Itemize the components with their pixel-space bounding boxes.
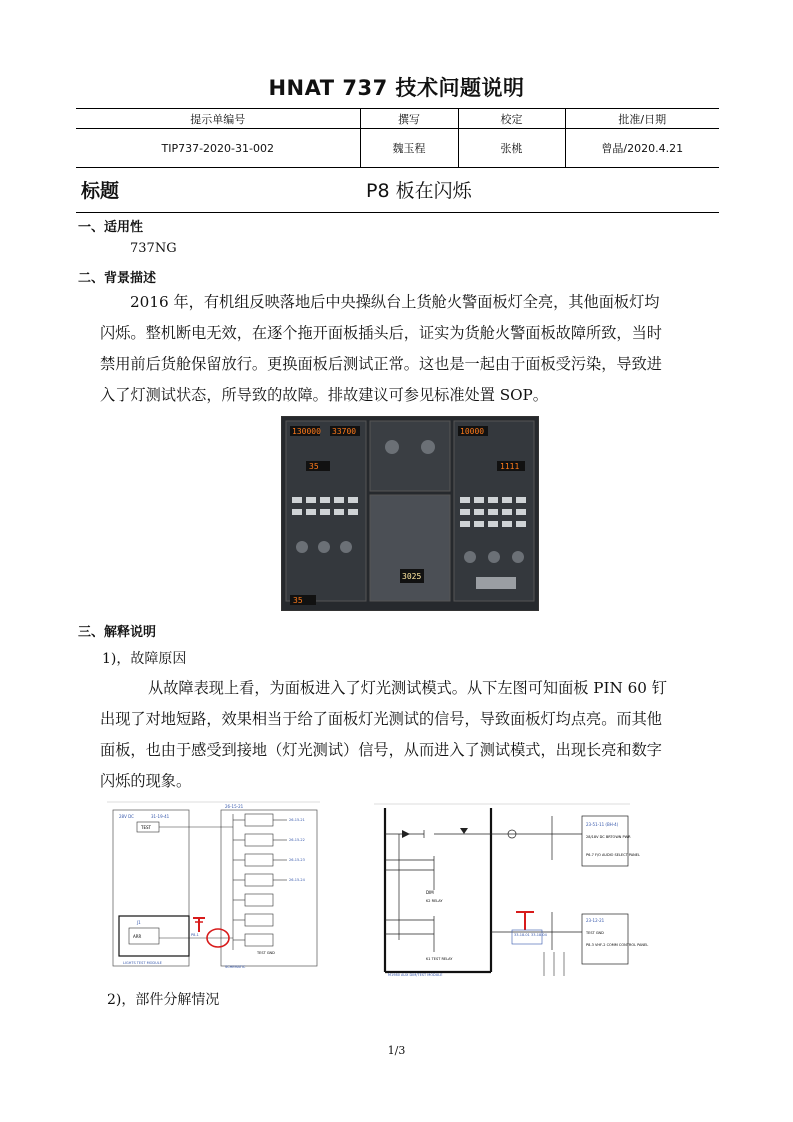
meta-value-reviewer: 张桃 [458,129,565,168]
left-diagram-label-6: ARR [133,934,142,939]
right-diagram-label-5: TEST GND [586,931,604,935]
photo-display-7: 3025 [402,572,422,581]
meta-header-approval: 批准/日期 [565,109,719,129]
background-line-3: 禁用前后货舱保留放行。更换面板后测试正常。这也是一起由于面板受污染，导致进 [100,355,662,373]
right-diagram-label-1: 23-51-11 (BH-4) [586,822,619,827]
right-diagram-label-2: 28/18V DC BRTOWN PWR [586,835,631,839]
fault-cause-heading: 1)，故障原因 [102,651,187,667]
svg-text:26-15-23: 26-15-23 [289,858,305,862]
explanation-paragraph [100,673,720,797]
svg-text:26-15-22: 26-15-22 [289,838,305,842]
meta-value-tip-no: TIP737-2020-31-002 [76,129,360,168]
explanation-line-4: 闪烁的现象。 [100,772,192,790]
cockpit-panel-photo [281,416,539,611]
subject-label: 标题 [81,180,120,202]
parts-breakdown-heading: 2)，部件分解情况 [107,992,220,1008]
svg-text:26-15-21: 26-15-21 [289,818,305,822]
photo-display-3: 10000 [460,427,485,436]
background-line-2: 闪烁。整机断电无效，在逐个拖开面板插头后，证实为货舱火警面板故障所致，当时 [100,324,662,342]
explanation-line-1: 从故障表现上看，为面板进入了灯光测试模式。从下左图可知面板 PIN 60 钉 [148,679,667,697]
meta-header-tip-no: 提示单编号 [76,109,360,129]
photo-display-4: 35 [309,462,319,471]
section-background-heading: 二、背景描述 [78,271,157,286]
background-line-4: 入了灯测试状态，所导致的故障。排故建议可参见标准处置 SOP。 [100,386,548,404]
right-diagram-label-4: 23-12-21 [586,918,605,923]
right-diagram-label-7: 33-18-01 33-18-04 [514,933,547,937]
meta-value-approval: 曾晶/2020.4.21 [565,129,719,168]
right-diagram-label-3: P6-7 F/O AUDIO SELECT PANEL [586,853,640,857]
ground-short-marker [193,918,205,932]
applicability-text: 737NG [130,241,177,256]
meta-header-reviewer: 校定 [458,109,565,129]
right-diagram-label-9: K2 RELAY [426,899,443,903]
meta-table [76,108,719,168]
right-diagram-label-8: DIM [426,890,434,895]
svg-text:26-15-24: 26-15-24 [289,878,305,882]
subject-divider [76,212,719,213]
explanation-line-2: 出现了对地短路，效果相当于给了面板灯光测试的信号，导致面板灯均点亮。而其他 [100,710,662,728]
meta-header-author: 撰写 [360,109,458,129]
ground-test-marker [516,912,534,930]
left-diagram-label-10: TEST GND [257,951,275,955]
wiring-diagram-right-svg [374,800,649,978]
left-diagram-label-8: SCHEMATIC [225,965,246,969]
photo-display-5: 1111 [500,462,520,471]
left-diagram-label-2: 31-19-41 [151,814,170,819]
wiring-diagram-left [107,800,320,970]
right-diagram-label-10: K1 TEST RELAY [426,957,453,961]
background-paragraph [100,287,720,411]
wiring-diagram-left-svg [107,800,320,970]
photo-display-6: 35 [293,596,303,605]
background-line-1: 2016 年，有机组反映落地后中央操纵台上货舱火警面板灯全亮，其他面板灯均 [130,293,660,311]
right-diagram-label-6: P8-3 VHF-2 COMM CONTROL PANEL [586,943,649,947]
section-explanation-heading: 三、解释说明 [78,625,157,640]
cockpit-panel-illustration [282,417,538,610]
left-diagram-label-3: TEST [141,825,151,830]
section-applicability-heading: 一、适用性 [78,220,144,235]
right-diagram-label-11: M1980 AUX DIM/TEST MODULE [388,973,443,977]
wiring-diagram-right [374,800,649,978]
page-number: 1/3 [387,1044,406,1057]
left-diagram-label-9: P8-1 [191,933,199,937]
subject-value: P8 板在闪烁 [366,180,472,202]
left-diagram-label-4: J1 [137,920,141,925]
document-title: HNAT 737 技术问题说明 [268,76,525,100]
left-diagram-label-5: LIGHTS TEST MODULE [123,961,162,965]
left-diagram-label-1: 28V DC [119,814,134,819]
photo-display-1: 130000 [292,427,321,436]
meta-value-author: 魏玉程 [360,129,458,168]
meta-header-row [76,109,719,129]
left-diagram-label-7: 26-15-21 [225,804,244,809]
meta-value-row [76,129,719,168]
photo-display-2: 33700 [332,427,357,436]
explanation-line-3: 面板，也由于感受到接地（灯光测试）信号，从而进入了测试模式，出现长亮和数字 [100,741,662,759]
